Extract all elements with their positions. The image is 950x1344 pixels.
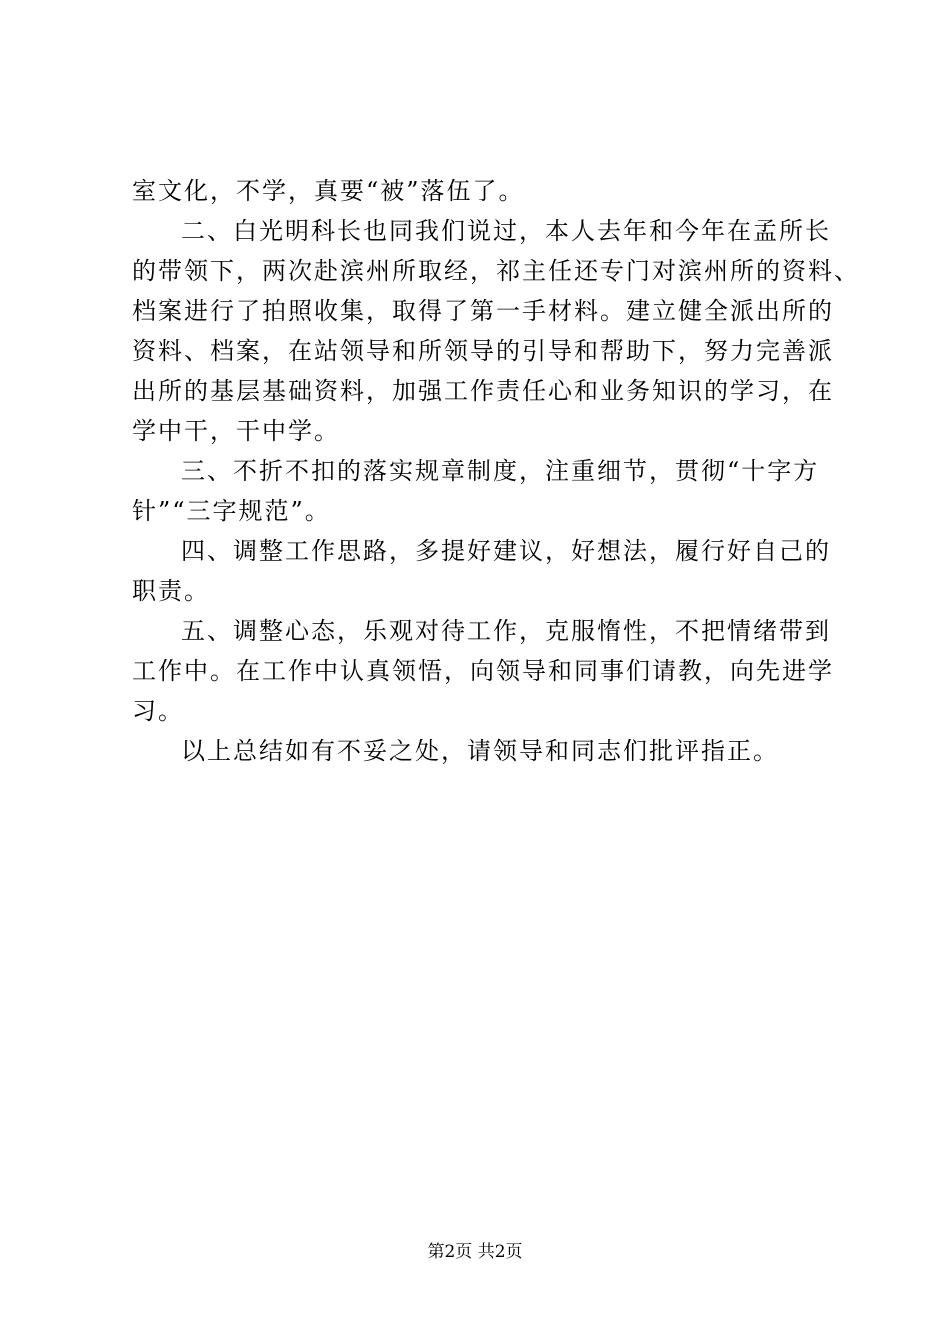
text-line: 四、调整工作思路，多提好建议，好想法，履行好自己的 xyxy=(181,537,831,565)
document-body xyxy=(132,171,860,771)
text-line: 工作中。在工作中认真领悟，向领导和同事们请教，向先进学 xyxy=(132,657,834,685)
text-line: 三、不折不扣的落实规章制度，注重细节，贯彻“十字方 xyxy=(181,457,820,485)
text-line: 出所的基层基础资料，加强工作责任心和业务知识的学习，在 xyxy=(132,377,834,405)
text-line: 档案进行了拍照收集，取得了第一手材料。建立健全派出所的 xyxy=(132,297,834,325)
text-line: 资料、档案，在站领导和所领导的引导和帮助下，努力完善派 xyxy=(132,337,834,365)
text-line: 的带领下，两次赴滨州所取经，祁主任还专门对滨州所的资料、 xyxy=(132,257,860,285)
text-line: 以上总结如有不妥之处，请领导和同志们批评指正。 xyxy=(181,737,779,765)
text-line: 二、白光明科长也同我们说过，本人去年和今年在孟所长 xyxy=(181,217,831,245)
text-line: 针”“三字规范”。 xyxy=(132,497,331,525)
text-line: 习。 xyxy=(132,697,184,725)
text-line: 五、调整心态，乐观对待工作，克服惰性，不把情绪带到 xyxy=(181,617,831,645)
text-line: 职责。 xyxy=(132,577,210,605)
page-number-footer: 第2页 共2页 xyxy=(427,1242,523,1262)
text-line: 室文化，不学，真要“被”落伍了。 xyxy=(132,177,525,205)
text-line: 学中干，干中学。 xyxy=(132,417,340,445)
